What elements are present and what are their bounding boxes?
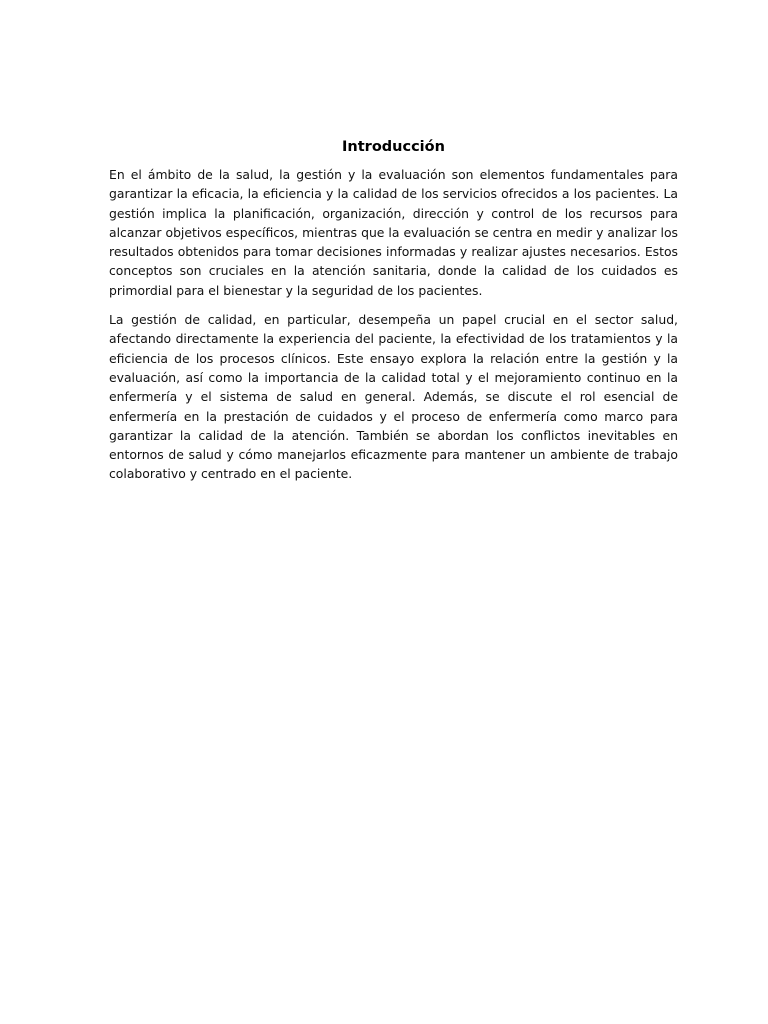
document-body: [109, 137, 678, 484]
paragraph-2: La gestión de calidad, en particular, desempeña un papel crucial en el sector salud, afectando directamente la experiencia del paciente, la efectividad de los tratamientos y la eficiencia de los procesos clínicos. Este ensayo explora la relación entre la gestión y la evaluación, así como la importancia de la calidad total y el mejoramiento continuo en la enfermería y el sistema de salud en general. Además, se discute el rol esencial de enfermería en la prestación de cuidados y el proceso de enfermería como marco para garantizar la calidad de la atención. También se abordan los conflictos inevitables en entornos de salud y cómo manejarlos eficazmente para mantener un ambiente de trabajo colaborativo y centrado en el paciente.: [109, 312, 678, 482]
document-title: Introducción: [342, 139, 445, 155]
paragraph-1: En el ámbito de la salud, la gestión y la evaluación son elementos fundamentales para garantizar la eficacia, la eficiencia y la calidad de los servicios ofrecidos a los pacientes. La gestión implica la planificación, organización, dirección y control de los recursos para alcanzar objetivos específicos, mientras que la evaluación se centra en medir y analizar los resultados obtenidos para tomar decisiones informadas y realizar ajustes necesarios. Estos conceptos son cruciales en la atención sanitaria, donde la calidad de los cuidados es primordial para el bienestar y la seguridad de los pacientes.: [109, 167, 678, 298]
